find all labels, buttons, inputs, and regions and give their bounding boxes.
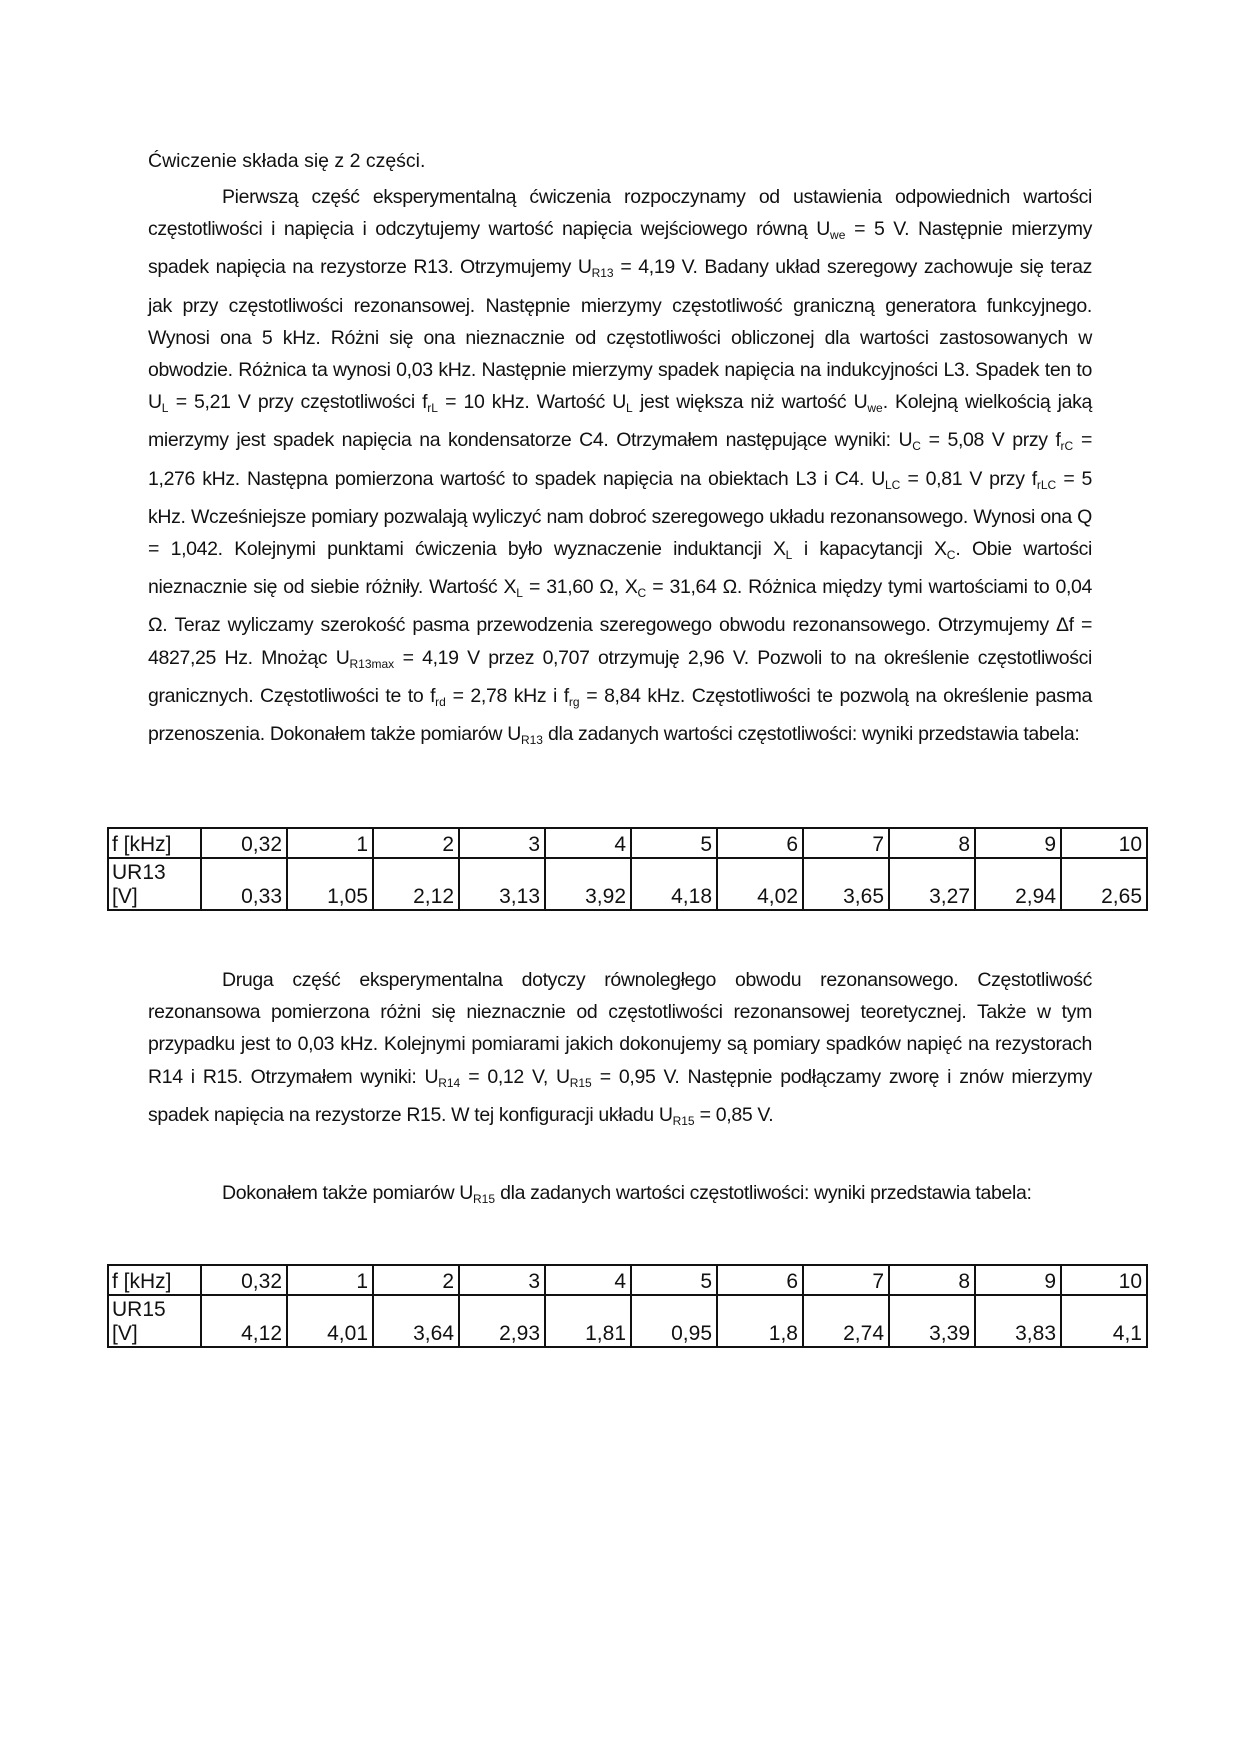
frequency-cell: 6 (717, 1265, 803, 1295)
voltage-cell: 3,39 (889, 1295, 975, 1347)
table-row-frequency (108, 1265, 1147, 1295)
table-row-voltage (108, 1295, 1147, 1347)
subscript: L (161, 401, 169, 416)
paragraph-part1: Pierwszą część eksperymentalną ćwiczenia rozpoczynamy od ustawienia odpowiednich wartości częstotliwości i napięcia i odczytujemy wartość napięcia wejściowego równą $U_{we} = 5$ V. Następnie mierzymy spadek napięcia na rezystorze R13. Otrzymujemy $U_{R13} = 4,19$ V. Badany układ szeregowy zachowuje się teraz jak przy częstotliwości rezonansowej. Następnie mierzymy częstotliwość graniczną generatora funkcyjnego. Wynosi ona 5 kHz. Różni się ona nieznacznie od częstotliwości obliczonej dla wartości zastosowanych w obwodzie. Różnica ta wynosi 0,03 kHz. Następnie mierzymy spadek napięcia na indukcyjności L3. Spadek ten to $U_L = 5,21$ V przy częstotliwości $f_{rL} = 10$ kHz. Wartość $U_L$ jest większa niż wartość $U_{we}$. Kolejną wielkością jaką mierzymy jest spadek napięcia na kondensatorze C4. Otrzymałem następujące wyniki: $U_C = 5,08$ V przy $f_{rC} = 1,276$ kHz. Następna pomierzona wartość to spadek napięcia na obiektach L3 i C4. $U_{LC} = 0,81$ V przy $f_{rLC} = 5$ kHz. Wcześniejsze pomiary pozwalają wyliczyć nam dobroć szeregowego układu rezonansowego. Wynosi ona Q = 1,042. Kolejnymi punktami ćwiczenia było wyznaczenie induktancji $X_L$ i kapacytancji $X_C$. Obie wartości nieznacznie się od siebie różniły. Wartość $X_L = 31,60$ Ω, $X_C = 31,64$ Ω. Różnica między tymi wartościami to 0,04 Ω. Teraz wyliczamy szerokość pasma przewodzenia szeregowego obwodu rezonansowego. Otrzymujemy Δf = 4827,25 Hz. Mnożąc $U_{R13max} = 4,19$ V przez 0,707 otrzymuję 2,96 V. Pozwoli to na określenie częstotliwości granicznych. Częstotliwości te to $f_{rd} = 2,78$ kHz i $f_{rg} = 8,84$ kHz. Częstotliwości te pozwolą na określenie pasma przenoszenia. Dokonałem także pomiarów $U_{R13}$ dla zadanych wartości częstotliwości: wyniki przedstawia tabela: (148, 186, 1093, 748)
voltage-cell: 4,1 (1061, 1295, 1147, 1347)
subscript: L (626, 401, 633, 416)
frequency-cell: 0,32 (201, 828, 287, 858)
frequency-cell: 2 (373, 828, 459, 858)
subscript: R15 (569, 1075, 592, 1090)
voltage-cell: 4,02 (717, 858, 803, 910)
voltage-cell: 3,65 (803, 858, 889, 910)
subscript: L (785, 548, 793, 563)
row-label-voltage: UR15 [V] (108, 1295, 201, 1347)
frequency-cell: 10 (1061, 1265, 1147, 1295)
voltage-cell: 3,13 (459, 858, 545, 910)
subscript: C (912, 439, 921, 454)
frequency-cell: 2 (373, 1265, 459, 1295)
subscript: R13max (349, 656, 395, 671)
frequency-cell: 4 (545, 828, 631, 858)
subscript: rLC (1036, 477, 1057, 492)
subscript: LC (884, 477, 901, 492)
frequency-cell: 3 (459, 1265, 545, 1295)
frequency-cell: 9 (975, 1265, 1061, 1295)
voltage-cell: 2,93 (459, 1295, 545, 1347)
voltage-cell: 4,18 (631, 858, 717, 910)
subscript: R13 (520, 733, 543, 748)
table-ur15-measurements (107, 1264, 1148, 1348)
table-row-voltage (108, 858, 1147, 910)
subscript: rL (427, 401, 438, 416)
voltage-cell: 2,94 (975, 858, 1061, 910)
row-label-frequency: f [kHz] (108, 1265, 201, 1295)
table-row-frequency (108, 828, 1147, 858)
frequency-cell: 0,32 (201, 1265, 287, 1295)
paragraph-part3: Dokonałem także pomiarów $U_{R15}$ dla zadanych wartości częstotliwości: wyniki przedstawia tabela: (222, 1182, 1032, 1206)
subscript: rd (435, 694, 446, 709)
row-label-frequency: f [kHz] (108, 828, 201, 858)
row-label-voltage: UR13 [V] (108, 858, 201, 910)
frequency-cell: 8 (889, 828, 975, 858)
voltage-cell: 3,83 (975, 1295, 1061, 1347)
frequency-cell: 9 (975, 828, 1061, 858)
document-heading: Ćwiczenie składa się z 2 części. (148, 150, 426, 172)
subscript: L (516, 586, 523, 601)
subscript: R15 (672, 1113, 695, 1128)
frequency-cell: 8 (889, 1265, 975, 1295)
subscript: R13 (591, 266, 614, 281)
frequency-cell: 3 (459, 828, 545, 858)
subscript: we (867, 401, 883, 416)
frequency-cell: 10 (1061, 828, 1147, 858)
subscript: R14 (438, 1075, 461, 1090)
voltage-cell: 1,8 (717, 1295, 803, 1347)
voltage-cell: 3,92 (545, 858, 631, 910)
subscript: rC (1060, 439, 1074, 454)
voltage-cell: 0,33 (201, 858, 287, 910)
voltage-cell: 1,05 (287, 858, 373, 910)
frequency-cell: 7 (803, 828, 889, 858)
voltage-cell: 4,12 (201, 1295, 287, 1347)
frequency-cell: 1 (287, 1265, 373, 1295)
table-ur13-measurements (107, 827, 1148, 911)
subscript: we (830, 228, 846, 243)
voltage-cell: 3,64 (373, 1295, 459, 1347)
voltage-cell: 3,27 (889, 858, 975, 910)
voltage-cell: 0,95 (631, 1295, 717, 1347)
voltage-cell: 2,12 (373, 858, 459, 910)
voltage-cell: 2,65 (1061, 858, 1147, 910)
frequency-cell: 1 (287, 828, 373, 858)
voltage-cell: 1,81 (545, 1295, 631, 1347)
subscript: C (946, 548, 956, 563)
voltage-cell: 4,01 (287, 1295, 373, 1347)
subscript: C (637, 586, 647, 601)
frequency-cell: 5 (631, 1265, 717, 1295)
frequency-cell: 7 (803, 1265, 889, 1295)
frequency-cell: 4 (545, 1265, 631, 1295)
frequency-cell: 6 (717, 828, 803, 858)
paragraph-part2: Druga część eksperymentalna dotyczy równoległego obwodu rezonansowego. Częstotliwość rezonansowa pomierzona różni się nieznacznie od częstotliwości rezonansowej teoretycznej. Także w tym przypadku jest to 0,03 kHz. Kolejnymi pomiarami jakich dokonujemy są pomiary spadków napięć na rezystorach R14 i R15. Otrzymałem wyniki: $U_{R14} = 0,12$ V, $U_{R15} = 0,95$ V. Następnie podłączamy zworę i znów mierzymy spadek napięcia na rezystorze R15. W tej konfiguracji układu $U_{R15} = 0,85$ V. (148, 969, 1093, 1128)
subscript: R15 (473, 1192, 496, 1206)
subscript: rg (568, 694, 580, 709)
voltage-cell: 2,74 (803, 1295, 889, 1347)
frequency-cell: 5 (631, 828, 717, 858)
